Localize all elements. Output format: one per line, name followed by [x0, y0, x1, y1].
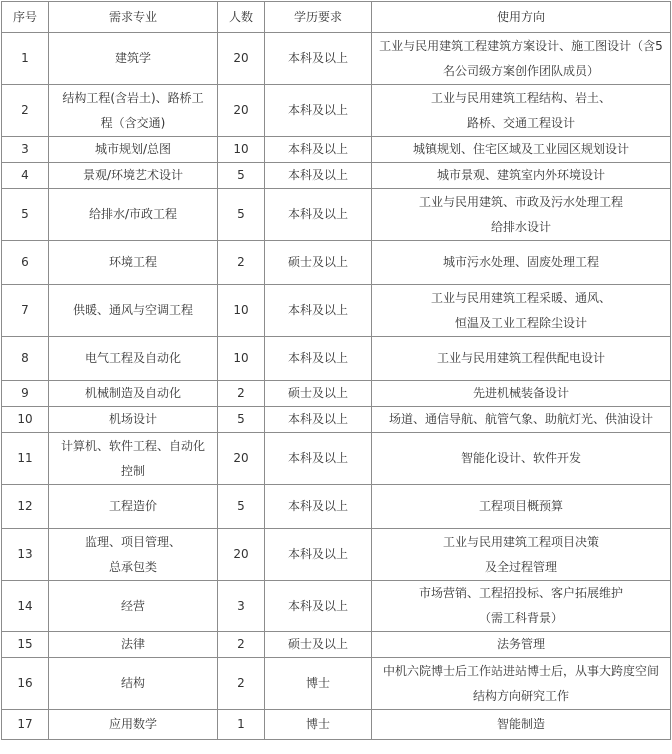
cell-education — [265, 33, 372, 85]
cell-education-text: 硕士及以上 — [287, 637, 348, 651]
cell-major-line: 法律 — [120, 637, 145, 651]
cell-major — [49, 189, 218, 241]
cell-education-text: 本科及以上 — [287, 303, 348, 317]
cell-seq — [2, 241, 49, 285]
cell-seq — [2, 337, 49, 381]
header-direction: 使用方向 — [372, 2, 671, 33]
cell-education — [265, 163, 372, 189]
cell-major-line: 建筑学 — [114, 51, 151, 65]
cell-seq-text: 14 — [17, 598, 33, 613]
cell-direction — [372, 189, 671, 241]
cell-direction-line: 工程项目概预算 — [478, 499, 563, 513]
cell-education — [265, 381, 372, 407]
cell-major — [49, 337, 218, 381]
cell-direction-line: 工业与民用建筑工程供配电设计 — [436, 351, 605, 365]
cell-direction-line: 智能制造 — [496, 717, 545, 731]
cell-education-text: 本科及以上 — [287, 168, 348, 182]
cell-major-line: 城市规划/总图 — [94, 142, 172, 156]
cell-count-text: 3 — [237, 598, 245, 613]
cell-major — [49, 85, 218, 137]
cell-seq — [2, 381, 49, 407]
cell-seq-text: 10 — [17, 412, 33, 426]
header-education: 学历要求 — [265, 2, 372, 33]
cell-count-text: 5 — [237, 412, 245, 426]
cell-count — [218, 163, 265, 189]
cell-seq-text: 11 — [17, 451, 33, 465]
cell-major-line: 供暖、通风与空调工程 — [72, 303, 193, 317]
cell-education-text: 本科及以上 — [287, 451, 348, 465]
cell-seq — [2, 710, 49, 740]
cell-direction-line: 城镇规划、住宅区域及工业园区规划设计 — [412, 142, 629, 156]
cell-count-text: 2 — [237, 255, 245, 269]
cell-education — [265, 85, 372, 137]
cell-education-text: 本科及以上 — [287, 142, 348, 156]
cell-seq-text: 12 — [17, 499, 33, 513]
cell-direction — [372, 632, 671, 658]
cell-seq-text: 2 — [21, 103, 29, 117]
cell-direction — [372, 529, 671, 581]
cell-education-text: 本科及以上 — [287, 598, 348, 613]
cell-seq — [2, 285, 49, 337]
cell-count — [218, 241, 265, 285]
cell-count-text: 20 — [233, 547, 249, 561]
cell-count — [218, 529, 265, 581]
cell-major — [49, 658, 218, 710]
table-row — [2, 337, 671, 381]
cell-direction — [372, 407, 671, 433]
cell-major — [49, 529, 218, 581]
cell-count-text: 2 — [237, 676, 245, 690]
cell-major — [49, 163, 218, 189]
cell-seq — [2, 33, 49, 85]
cell-education — [265, 285, 372, 337]
cell-direction — [372, 337, 671, 381]
cell-major — [49, 433, 218, 485]
table-row — [2, 285, 671, 337]
cell-count — [218, 407, 265, 433]
cell-direction — [372, 433, 671, 485]
cell-direction-line: 工业与民用建筑工程采暖、通风、 — [430, 290, 611, 305]
cell-direction-line: 结构方向研究工作 — [472, 688, 569, 703]
cell-education-text: 博士 — [305, 676, 330, 690]
table-row — [2, 33, 671, 85]
cell-count-text: 2 — [237, 386, 245, 400]
cell-major-line: 机场设计 — [108, 412, 157, 426]
header-major: 需求专业 — [49, 2, 218, 33]
cell-direction-line: 工业与民用建筑、市政及污水处理工程 — [418, 194, 623, 209]
cell-seq — [2, 189, 49, 241]
cell-seq-text: 1 — [21, 51, 29, 65]
cell-count-text: 5 — [237, 499, 245, 513]
table-row — [2, 189, 671, 241]
cell-direction-line: 工业与民用建筑工程项目决策 — [442, 534, 599, 549]
cell-education — [265, 189, 372, 241]
cell-education-text: 本科及以上 — [287, 499, 348, 513]
cell-education-text: 本科及以上 — [287, 351, 348, 365]
header-seq: 序号 — [2, 2, 49, 33]
cell-education — [265, 710, 372, 740]
cell-major — [49, 710, 218, 740]
cell-seq — [2, 407, 49, 433]
cell-direction — [372, 581, 671, 632]
cell-education-text: 硕士及以上 — [287, 386, 348, 400]
table-body — [2, 33, 671, 740]
cell-count — [218, 85, 265, 137]
cell-major — [49, 407, 218, 433]
cell-education — [265, 581, 372, 632]
cell-seq-text: 7 — [21, 303, 29, 317]
cell-education-text: 本科及以上 — [287, 547, 348, 561]
cell-major-line: 程（含交通) — [100, 115, 166, 130]
cell-direction-line: 给排水设计 — [490, 219, 551, 234]
cell-direction-line: 中机六院博士后工作站进站博士后，从事大跨度空间 — [382, 663, 659, 678]
cell-major-line: 景观/环境艺术设计 — [82, 168, 184, 182]
cell-seq-text: 3 — [21, 142, 29, 156]
cell-count — [218, 632, 265, 658]
cell-count-text: 20 — [233, 103, 249, 117]
cell-count-text: 10 — [233, 303, 249, 317]
cell-major-line: 控制 — [120, 463, 145, 478]
cell-direction — [372, 163, 671, 189]
cell-seq — [2, 433, 49, 485]
cell-seq — [2, 163, 49, 189]
cell-education — [265, 658, 372, 710]
cell-count — [218, 285, 265, 337]
cell-major — [49, 33, 218, 85]
cell-seq — [2, 137, 49, 163]
cell-direction — [372, 137, 671, 163]
cell-seq-text: 6 — [21, 255, 29, 269]
table-row — [2, 433, 671, 485]
cell-direction-line: 法务管理 — [496, 637, 545, 651]
cell-major — [49, 381, 218, 407]
table-row — [2, 632, 671, 658]
cell-seq-text: 15 — [17, 637, 33, 651]
cell-major-line: 给排水/市政工程 — [88, 207, 178, 221]
cell-count-text: 5 — [237, 207, 245, 221]
cell-education — [265, 241, 372, 285]
cell-direction-line: 名公司级方案创作团队成员） — [442, 63, 599, 78]
cell-major-line: 工程造价 — [108, 499, 157, 513]
cell-count-text: 5 — [237, 168, 245, 182]
cell-major-line: 监理、项目管理、 — [84, 534, 181, 549]
table-row — [2, 381, 671, 407]
table-row — [2, 581, 671, 632]
cell-major-line: 结构 — [120, 676, 145, 690]
cell-seq-text: 4 — [21, 168, 29, 182]
cell-count-text: 2 — [237, 637, 245, 651]
cell-count — [218, 33, 265, 85]
cell-major-line: 结构工程(含岩土)、路桥工 — [62, 90, 204, 105]
cell-major-line: 总承包类 — [108, 559, 157, 574]
cell-count — [218, 658, 265, 710]
cell-direction — [372, 485, 671, 529]
cell-count — [218, 710, 265, 740]
cell-direction-line: 工业与民用建筑工程结构、岩土、 — [430, 90, 611, 105]
cell-major-line: 计算机、软件工程、自动化 — [60, 438, 205, 453]
cell-direction-line: 智能化设计、软件开发 — [460, 451, 581, 465]
cell-direction — [372, 285, 671, 337]
cell-count — [218, 337, 265, 381]
cell-direction-line: 路桥、交通工程设计 — [466, 115, 575, 130]
cell-count — [218, 485, 265, 529]
cell-major-line: 应用数学 — [108, 717, 157, 731]
cell-seq — [2, 632, 49, 658]
table-row — [2, 407, 671, 433]
cell-direction-line: 恒温及工业工程除尘设计 — [454, 315, 587, 330]
table-row — [2, 137, 671, 163]
cell-seq — [2, 529, 49, 581]
table-row — [2, 529, 671, 581]
cell-direction-line: 及全过程管理 — [484, 559, 557, 574]
cell-direction-line: 城市污水处理、固废处理工程 — [442, 255, 599, 269]
cell-count — [218, 381, 265, 407]
cell-education-text: 本科及以上 — [287, 412, 348, 426]
cell-education-text: 本科及以上 — [287, 103, 348, 117]
table-row — [2, 163, 671, 189]
cell-education — [265, 337, 372, 381]
cell-direction-line: 工业与民用建筑工程建筑方案设计、施工图设计（含5 — [379, 38, 663, 53]
cell-major-line: 经营 — [120, 598, 145, 613]
cell-education-text: 博士 — [305, 717, 330, 731]
table-row — [2, 485, 671, 529]
cell-seq-text: 13 — [17, 547, 33, 561]
cell-direction-line: 先进机械装备设计 — [472, 386, 569, 400]
recruitment-table — [1, 1, 671, 740]
cell-major — [49, 285, 218, 337]
cell-count-text: 10 — [233, 351, 249, 365]
cell-count-text: 20 — [233, 451, 249, 465]
cell-count-text: 1 — [237, 717, 245, 731]
cell-seq-text: 17 — [17, 717, 33, 731]
cell-education — [265, 529, 372, 581]
header-row — [2, 2, 671, 33]
cell-count — [218, 433, 265, 485]
cell-major-line: 环境工程 — [108, 255, 157, 269]
cell-direction — [372, 710, 671, 740]
cell-seq — [2, 85, 49, 137]
table-row — [2, 710, 671, 740]
cell-education — [265, 433, 372, 485]
cell-education — [265, 485, 372, 529]
cell-major-line: 电气工程及自动化 — [84, 351, 181, 365]
cell-direction — [372, 33, 671, 85]
cell-seq-text: 16 — [17, 676, 33, 690]
cell-major — [49, 137, 218, 163]
cell-education — [265, 137, 372, 163]
cell-direction — [372, 381, 671, 407]
table-row — [2, 85, 671, 137]
cell-education — [265, 407, 372, 433]
table-row — [2, 658, 671, 710]
cell-direction-line: 场道、通信导航、航管气象、助航灯光、供油设计 — [388, 412, 653, 426]
cell-education-text: 本科及以上 — [287, 51, 348, 65]
cell-major — [49, 632, 218, 658]
cell-seq-text: 5 — [21, 207, 29, 221]
table-row — [2, 241, 671, 285]
cell-count — [218, 189, 265, 241]
cell-direction-line: （需工科背景） — [478, 611, 563, 625]
cell-count — [218, 581, 265, 632]
header-count: 人数 — [218, 2, 265, 33]
cell-count-text: 20 — [233, 51, 249, 65]
cell-education — [265, 632, 372, 658]
cell-major — [49, 241, 218, 285]
cell-seq-text: 8 — [21, 351, 29, 365]
cell-direction-line: 市场营销、工程招投标、客户拓展维护 — [418, 586, 623, 600]
cell-seq — [2, 581, 49, 632]
cell-seq-text: 9 — [21, 386, 29, 400]
cell-direction — [372, 85, 671, 137]
cell-count — [218, 137, 265, 163]
cell-direction — [372, 241, 671, 285]
cell-education-text: 硕士及以上 — [287, 255, 348, 269]
cell-count-text: 10 — [233, 142, 249, 156]
cell-major-line: 机械制造及自动化 — [84, 386, 181, 400]
cell-direction-line: 城市景观、建筑室内外环境设计 — [436, 168, 605, 182]
cell-seq — [2, 658, 49, 710]
cell-direction — [372, 658, 671, 710]
cell-major — [49, 581, 218, 632]
cell-major — [49, 485, 218, 529]
cell-seq — [2, 485, 49, 529]
cell-education-text: 本科及以上 — [287, 207, 348, 221]
